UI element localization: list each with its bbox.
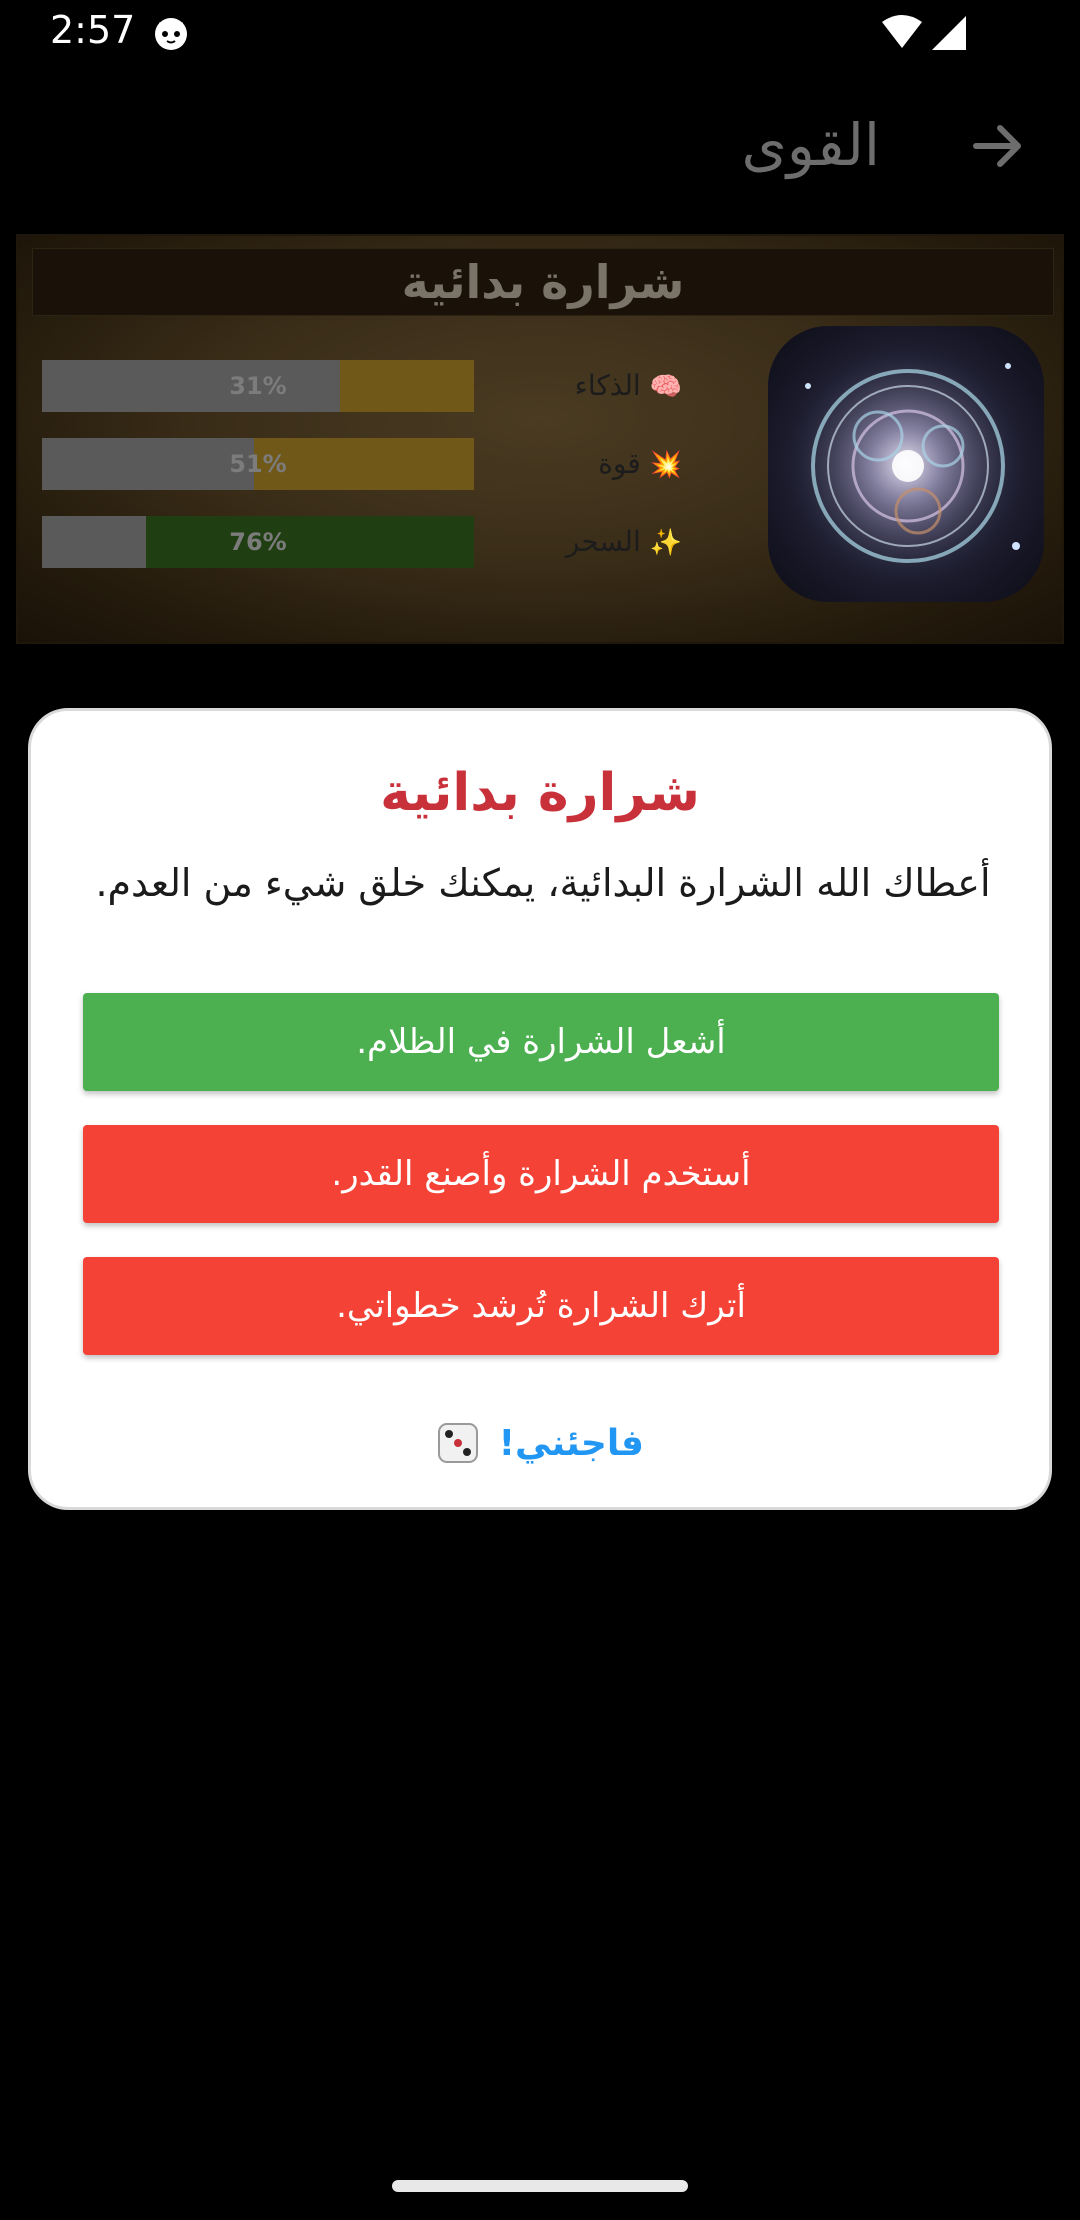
stat-label-text: قوة [598, 447, 641, 480]
cat-notification-icon [152, 14, 190, 52]
stat-percent: 51% [229, 450, 287, 478]
magic-circle-illustration [768, 326, 1044, 602]
surprise-label: فاجئني! [498, 1423, 644, 1464]
choice-button-guide[interactable]: أترك الشرارة تُرشد خطواتي. [83, 1257, 999, 1355]
brain-icon: 🧠 [649, 372, 682, 402]
stat-label-text: السحر [565, 525, 641, 558]
status-bar [0, 0, 1080, 66]
power-image [768, 326, 1044, 602]
status-time: 2:57 [50, 8, 136, 52]
sparkles-icon: ✨ [649, 528, 682, 558]
stat-bar [42, 438, 474, 490]
app-header [0, 90, 1080, 200]
dialog-title: شرارة بدائية [380, 763, 700, 823]
stat-row-strength [42, 438, 742, 490]
page-title: القوى [741, 111, 880, 179]
stat-label [542, 360, 682, 412]
surprise-me-link[interactable] [31, 1421, 1049, 1465]
stat-bar [42, 360, 474, 412]
dialog-message: أعطاك الله الشرارة البدائية، يمكنك خلق شيء من العدم. [95, 861, 991, 905]
stat-row-intelligence [42, 360, 742, 412]
stat-label [542, 516, 682, 568]
stat-label-text: الذكاء [574, 369, 641, 402]
explosion-icon: 💥 [649, 450, 682, 480]
stat-row-magic [42, 516, 742, 568]
stat-percent: 31% [229, 372, 287, 400]
card-title-bar [32, 248, 1054, 316]
stat-label [542, 438, 682, 490]
home-indicator[interactable] [392, 2180, 688, 2192]
choice-dialog [28, 708, 1052, 1510]
card-title: شرارة بدائية [401, 255, 685, 309]
choice-button-ignite[interactable]: أشعل الشرارة في الظلام. [83, 993, 999, 1091]
dice-icon [436, 1421, 480, 1465]
cell-signal-icon [930, 14, 968, 52]
power-card [16, 234, 1064, 644]
back-arrow-icon[interactable] [970, 118, 1026, 174]
stat-percent: 76% [229, 528, 287, 556]
stat-bar [42, 516, 474, 568]
wifi-icon [880, 14, 924, 50]
choice-button-destiny[interactable]: أستخدم الشرارة وأصنع القدر. [83, 1125, 999, 1223]
